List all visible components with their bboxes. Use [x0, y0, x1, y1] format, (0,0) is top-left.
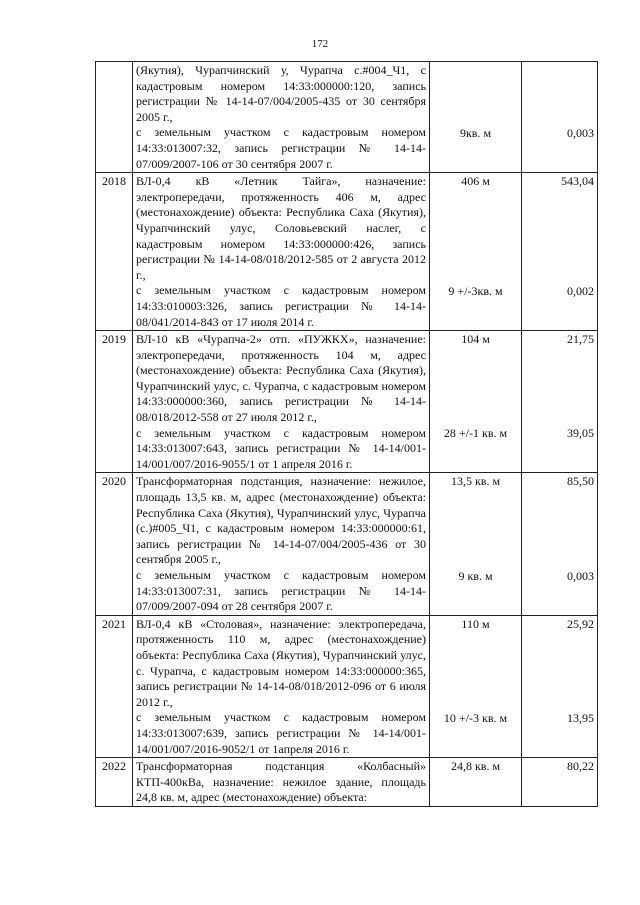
item-value: 543,04 [561, 174, 594, 189]
item-value: 39,05 [567, 426, 594, 441]
row-value [522, 173, 598, 331]
row-description [133, 173, 430, 331]
item-value: 80,22 [567, 759, 594, 774]
item-description: Трансформаторная подстанция «Колбасный» КТП-400кВа, назначение: нежилое здание, площадь 24,8 кв. м, адрес (местонахождение) объекта: [136, 759, 426, 805]
item-size: 10 +/-3 кв. м [443, 710, 508, 725]
item-size: 9 +/-3кв. м [448, 283, 503, 298]
item-value: 0,003 [567, 568, 594, 583]
item-size: 13,5 кв. м [450, 474, 501, 489]
row-size [430, 473, 522, 615]
item-size: 104 м [461, 332, 490, 347]
item-size: 406 м [461, 174, 490, 189]
table-row [96, 173, 598, 331]
row-size [430, 62, 522, 173]
item-size: 110 м [461, 616, 490, 631]
item-description: ВЛ-10 кВ «Чурапча-2» отп. «ПУЖКХ», назначение: электропередачи, протяженность 104 м, адрес (местонахождение) объекта: Республика Саха (Якутия), Чурапчинский улус, с. Чурапча, с кадастровым номером 14:33:000000:360, запись регистрации № 14-14-08/018/2012-558 от 27 июля 2012 г., [136, 332, 426, 425]
row-size [430, 331, 522, 473]
item-description: с земельным участком с кадастровым номером 14:33:013007:31, запись регистрации № 14-14-07/009/2007-094 от 28 сентября 2007 г. [136, 568, 426, 614]
item-value: 85,50 [567, 474, 594, 489]
item-description: (Якутия), Чурапчинский у, Чурапча с.#004_Ч1, с кадастровым номером 14:33:000000:120, запись регистрации № 14-14-07/004/2005-435 от 30 сентября 2005 г., [136, 63, 426, 124]
item-description: ВЛ-0,4 кВ «Столовая», назначение: электропередача, протяженность 110 м, адрес (местонахождение) объекта: Республика Саха (Якутия), Чурапчинский улус, с. Чурапча, с кадастровым номером 14:33:000000:365, запись регистрации № 14-14-08/018/2012-096 от 6 июля 2012 г., [136, 616, 426, 709]
row-number: 2019 [96, 331, 133, 473]
row-number [96, 62, 133, 173]
row-description [133, 62, 430, 173]
table-body [96, 62, 598, 807]
row-value [522, 62, 598, 173]
row-number: 2020 [96, 473, 133, 615]
row-value [522, 473, 598, 615]
row-size [430, 615, 522, 757]
item-size: 9кв. м [459, 125, 492, 140]
row-size [430, 173, 522, 331]
table-row [96, 615, 598, 757]
property-table [95, 61, 598, 807]
item-value: 13,95 [567, 710, 594, 725]
item-description: с земельным участком с кадастровым номером 14:33:013007:643, запись регистрации № 14-14/001-14/001/007/2016-9055/1 от 1 апреля 2016 г. [136, 425, 426, 471]
table-row [96, 758, 598, 807]
item-description: с земельным участком с кадастровым номером 14:33:013007:32, запись регистрации № 14-14-07/009/2007-106 от 30 сентября 2007 г. [136, 125, 426, 171]
table-row [96, 473, 598, 615]
item-description: с земельным участком с кадастровым номером 14:33:010003:326, запись регистрации № 14-14-08/041/2014-843 от 17 июля 2014 г. [136, 283, 426, 329]
row-number: 2018 [96, 173, 133, 331]
table-row [96, 62, 598, 173]
row-value [522, 615, 598, 757]
table-row [96, 331, 598, 473]
row-description [133, 615, 430, 757]
item-value: 25,92 [567, 616, 594, 631]
row-value [522, 758, 598, 807]
page-number: 172 [311, 38, 329, 50]
item-description: ВЛ-0,4 кВ «Летник Тайга», назначение: электропередачи, протяженность 406 м, адрес (местонахождение) объекта: Республика Саха (Якутия), Чурапчинский улус, Соловьевский наслег, с кадастровым номером 14:33:000000:426, запись регистрации № 14-14-08/018/2012-585 от 2 августа 2012 г., [136, 174, 426, 282]
row-value [522, 331, 598, 473]
item-value: 21,75 [567, 332, 594, 347]
row-number: 2021 [96, 615, 133, 757]
item-description: с земельным участком с кадастровым номером 14:33:013007:639, запись регистрации № 14-14/001-14/001/007/2016-9052/1 от 1апреля 2016 г. [136, 710, 426, 756]
item-size: 28 +/-1 кв. м [443, 426, 508, 441]
row-size [430, 758, 522, 807]
item-value: 0,003 [567, 125, 594, 140]
row-number: 2022 [96, 758, 133, 807]
row-description [133, 331, 430, 473]
item-size: 9 кв. м [458, 568, 493, 583]
row-description [133, 758, 430, 807]
row-description [133, 473, 430, 615]
item-description: Трансформаторная подстанция, назначение: нежилое, площадь 13,5 кв. м, адрес (местонахождение) объекта: Республика Саха (Якутия), Чурапчинский улус, Чурапча (с.)#005_Ч1, с кадастровым номером 14:33:000000:61, запись регистрации № 14-14-07/004/2005-436 от 30 сентября 2005 г., [136, 474, 426, 567]
item-value: 0,002 [567, 283, 594, 298]
item-size: 24,8 кв. м [450, 759, 501, 774]
